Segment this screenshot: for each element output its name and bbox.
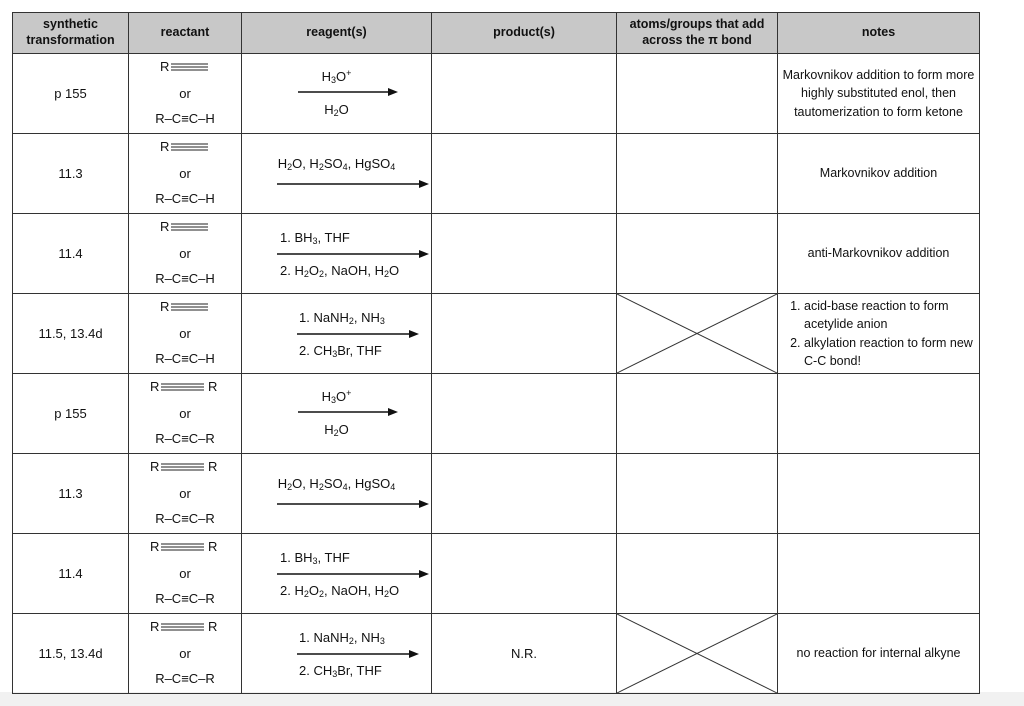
transformation-ref: 11.4	[58, 246, 83, 261]
cell-reactant	[129, 294, 242, 374]
reactant-formula: R–C≡C–R	[155, 511, 215, 526]
crossed-out-mark	[617, 294, 777, 373]
header-transformation: synthetic transformation	[13, 13, 129, 54]
alkyne-r2-label: R	[208, 618, 218, 634]
reactant-or: or	[179, 86, 191, 101]
cell-product[interactable]	[432, 534, 617, 614]
reaction-arrow	[297, 649, 421, 659]
cell-reagents	[242, 294, 432, 374]
alkyne-r-label: R	[160, 138, 170, 154]
reactant-formula: R–C≡C–R	[155, 671, 215, 686]
cell-atoms[interactable]	[617, 374, 778, 454]
reagent-step1-nanh2: 1. NaNH$_2$, $NH_3$	[299, 630, 385, 646]
cell-reactant	[129, 374, 242, 454]
table-row	[13, 534, 980, 614]
reactant-block	[129, 134, 241, 213]
transformation-ref: 11.4	[58, 566, 83, 581]
notes-list-item: 1. acid-base reaction to form acetylide anion	[804, 297, 975, 333]
cell-reactant	[129, 534, 242, 614]
alkyne-r-label: R	[150, 618, 160, 634]
cell-product[interactable]	[432, 374, 617, 454]
alkyne-r-label: R	[150, 378, 160, 394]
cell-atoms[interactable]	[617, 214, 778, 294]
cell-reactant	[129, 214, 242, 294]
table-row	[13, 214, 980, 294]
table-row	[13, 294, 980, 374]
reactant-structure	[129, 218, 241, 235]
reactant-structure	[129, 458, 241, 475]
transformation-ref: 11.3	[58, 166, 83, 181]
reaction-arrow	[298, 407, 400, 417]
cell-atoms	[617, 294, 778, 374]
alkyne-r-label: R	[150, 538, 160, 554]
reactant-block	[129, 374, 241, 453]
cell-notes	[778, 54, 980, 134]
notes-list-item: 2. alkylation reaction to form new C-C bond!	[804, 334, 975, 370]
reactant-structure	[129, 378, 241, 395]
cell-reagents	[242, 134, 432, 214]
reagent-hgso4-mix: $H_2O$, $H_2SO_4$, HgSO$_4$	[277, 476, 396, 492]
reagent-step1-bh3: 1. $BH_3$, THF	[280, 230, 350, 246]
reaction-arrow	[277, 569, 431, 579]
reaction-arrow	[277, 249, 431, 259]
reaction-arrow	[277, 179, 431, 189]
transformation-ref: 11.3	[58, 486, 83, 501]
notes-text	[778, 297, 979, 370]
cell-notes	[778, 374, 980, 454]
cell-notes	[778, 294, 980, 374]
reagent-step2-alkylation: 2. $CH_3Br$, THF	[299, 343, 382, 359]
reactant-block	[129, 454, 241, 533]
cell-atoms[interactable]	[617, 454, 778, 534]
notes-text: anti-Markovnikov addition	[807, 246, 950, 261]
reactant-block	[129, 54, 241, 133]
cell-atoms[interactable]	[617, 534, 778, 614]
header-reagents: reagent(s)	[242, 13, 432, 54]
reagent-h3o: $H_3O^+$	[321, 68, 352, 85]
alkyne-r-label: R	[160, 298, 170, 314]
alkyne-r2-label: R	[208, 538, 218, 554]
cell-atoms	[617, 614, 778, 694]
reagent-block	[242, 614, 431, 693]
notes-list	[782, 297, 975, 370]
cell-transformation	[13, 454, 129, 534]
cell-transformation	[13, 214, 129, 294]
reagent-water: $H_2O$	[324, 422, 349, 438]
header-notes: notes	[778, 13, 980, 54]
notes-text: Markovnikov addition	[819, 166, 938, 181]
cell-reagents	[242, 534, 432, 614]
reactant-or: or	[179, 486, 191, 501]
reactant-formula: R–C≡C–H	[155, 111, 215, 126]
table-row	[13, 54, 980, 134]
cell-transformation	[13, 534, 129, 614]
cell-product[interactable]	[432, 454, 617, 534]
reactant-formula: R–C≡C–H	[155, 351, 215, 366]
reactant-or: or	[179, 566, 191, 581]
reagent-step1-nanh2: 1. NaNH$_2$, $NH_3$	[299, 310, 385, 326]
cell-product[interactable]	[432, 614, 617, 694]
reactant-or: or	[179, 246, 191, 261]
alkyne-structure	[150, 459, 220, 475]
cell-product[interactable]	[432, 54, 617, 134]
cell-atoms[interactable]	[617, 54, 778, 134]
reactant-structure	[129, 138, 241, 155]
cell-reagents	[242, 454, 432, 534]
reactant-or: or	[179, 406, 191, 421]
header-reactant: reactant	[129, 13, 242, 54]
alkyne-structure	[160, 139, 210, 155]
reagent-water: $H_2O$	[324, 102, 349, 118]
crossed-out-mark	[617, 614, 777, 693]
cell-notes	[778, 534, 980, 614]
cell-notes	[778, 214, 980, 294]
alkyne-structure	[150, 379, 220, 395]
cell-reagents	[242, 54, 432, 134]
reactant-or: or	[179, 166, 191, 181]
reagent-h3o: $H_3O^+$	[321, 388, 352, 405]
cell-reagents	[242, 374, 432, 454]
notes-text: no reaction for internal alkyne	[796, 646, 961, 661]
cell-product[interactable]	[432, 134, 617, 214]
reactant-block	[129, 294, 241, 373]
cell-reactant	[129, 54, 242, 134]
cell-product[interactable]	[432, 294, 617, 374]
cell-product[interactable]	[432, 214, 617, 294]
alkyne-structure	[160, 299, 210, 315]
cell-atoms[interactable]	[617, 134, 778, 214]
transformation-ref: p 155	[54, 406, 87, 421]
cell-reactant	[129, 134, 242, 214]
reactant-structure	[129, 58, 241, 75]
alkyne-r-label: R	[150, 458, 160, 474]
cell-transformation	[13, 294, 129, 374]
table-row	[13, 134, 980, 214]
reagent-block	[242, 54, 431, 133]
header-row	[13, 13, 980, 54]
transformation-ref: 11.5, 13.4d	[38, 646, 103, 661]
reagent-block	[242, 134, 431, 213]
reactant-formula: R–C≡C–R	[155, 591, 215, 606]
reaction-arrow	[277, 499, 431, 509]
reactant-formula: R–C≡C–R	[155, 431, 215, 446]
reagent-block	[242, 534, 431, 613]
reactant-structure	[129, 298, 241, 315]
reagent-step2-alkylation: 2. $CH_3Br$, THF	[299, 663, 382, 679]
table-row	[13, 374, 980, 454]
page-bottom-band	[0, 692, 1024, 706]
table-row	[13, 614, 980, 694]
reagent-step2-oxidation: 2. $H_2O_2$, NaOH, $H_2O$	[280, 583, 400, 599]
cell-reagents	[242, 214, 432, 294]
cell-transformation	[13, 134, 129, 214]
cell-reactant	[129, 454, 242, 534]
cell-reactant	[129, 614, 242, 694]
reagent-block	[242, 374, 431, 453]
table-body	[13, 54, 980, 694]
reactant-formula: R–C≡C–H	[155, 271, 215, 286]
reagent-step2-oxidation: 2. $H_2O_2$, NaOH, $H_2O$	[280, 263, 400, 279]
product-value: N.R.	[511, 646, 537, 661]
alkyne-r-label: R	[160, 58, 170, 74]
cell-transformation	[13, 54, 129, 134]
reagent-hgso4-mix: $H_2O$, $H_2SO_4$, HgSO$_4$	[277, 156, 396, 172]
cell-transformation	[13, 374, 129, 454]
reactant-or: or	[179, 326, 191, 341]
reagent-block	[242, 454, 431, 533]
reagent-block	[242, 294, 431, 373]
reactant-structure	[129, 618, 241, 635]
alkyne-structure	[150, 539, 220, 555]
alkyne-r2-label: R	[208, 458, 218, 474]
header-products: product(s)	[432, 13, 617, 54]
reactant-block	[129, 214, 241, 293]
cell-transformation	[13, 614, 129, 694]
reactant-block	[129, 614, 241, 693]
cell-notes	[778, 614, 980, 694]
alkyne-r-label: R	[160, 218, 170, 234]
reagent-step1-bh3: 1. $BH_3$, THF	[280, 550, 350, 566]
header-atoms: atoms/groups that add across the π bond	[617, 13, 778, 54]
reactant-formula: R–C≡C–H	[155, 191, 215, 206]
table-row	[13, 454, 980, 534]
cell-notes	[778, 134, 980, 214]
transformation-ref: 11.5, 13.4d	[38, 326, 103, 341]
alkyne-structure	[160, 219, 210, 235]
reactant-or: or	[179, 646, 191, 661]
reagent-block	[242, 214, 431, 293]
transformation-ref: p 155	[54, 86, 87, 101]
reaction-table	[12, 12, 980, 694]
reactant-block	[129, 534, 241, 613]
notes-text: Markovnikov addition to form more highly substituted enol, then tautomerization to form ketone	[782, 68, 975, 119]
cell-reagents	[242, 614, 432, 694]
alkyne-r2-label: R	[208, 378, 218, 394]
alkyne-structure	[160, 59, 210, 75]
cell-notes	[778, 454, 980, 534]
reaction-arrow	[298, 87, 400, 97]
alkyne-structure	[150, 619, 220, 635]
reactant-structure	[129, 538, 241, 555]
reaction-arrow	[297, 329, 421, 339]
